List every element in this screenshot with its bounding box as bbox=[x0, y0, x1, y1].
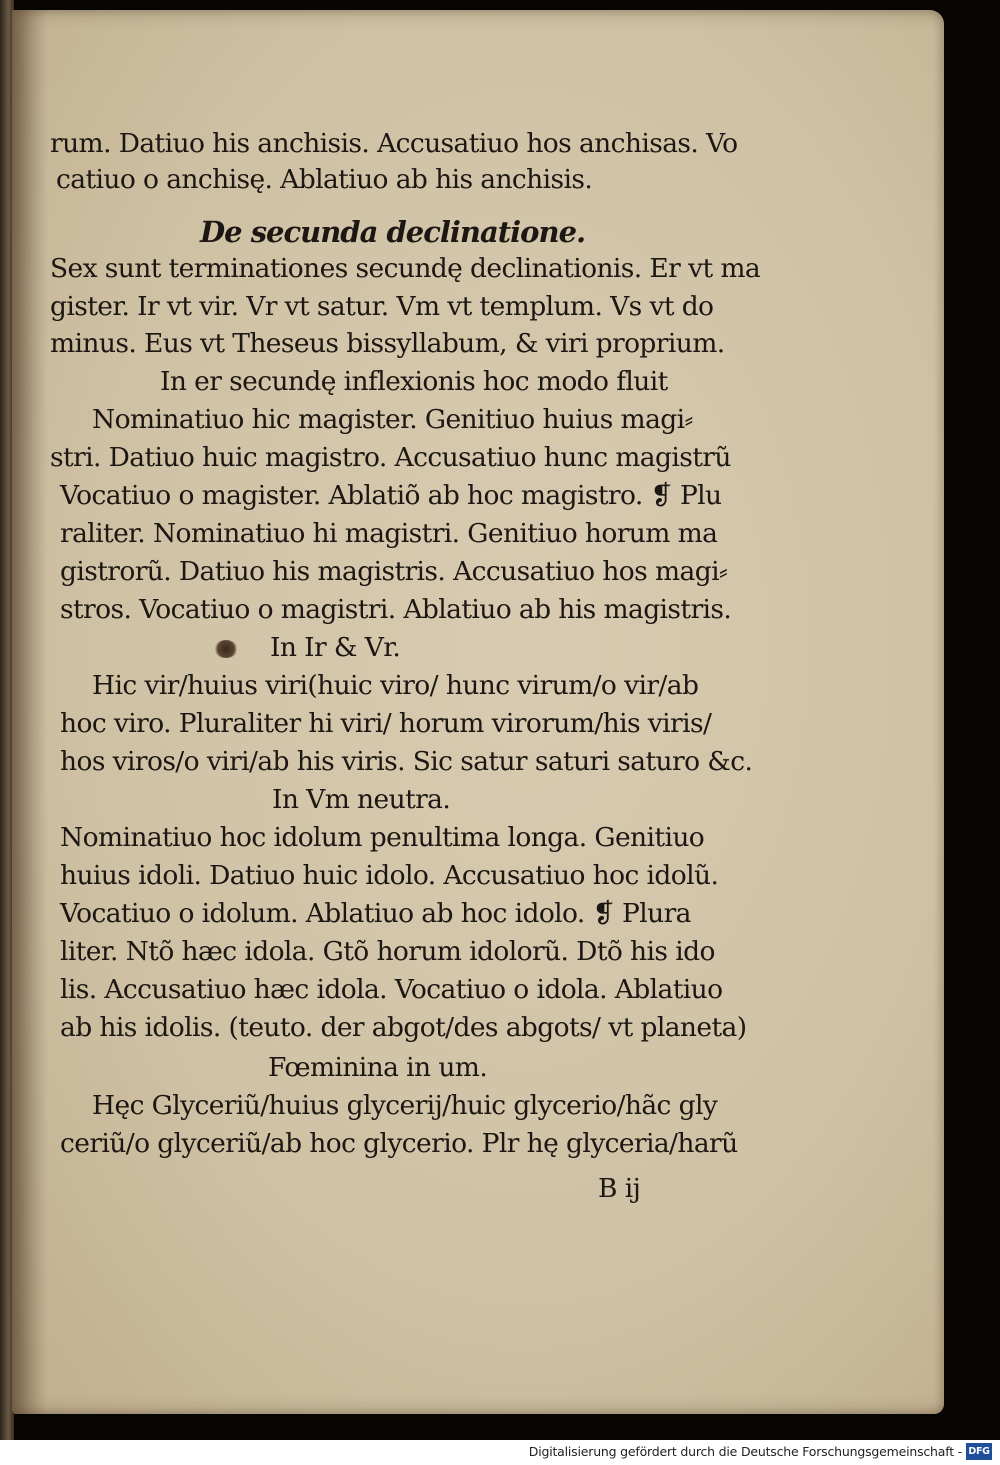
text-line-22: lis. Accusatiuo hæc idola. Vocatiuo o idola. Ablatiuo bbox=[60, 974, 723, 1005]
text-line-19: huius idoli. Datiuo huic idolo. Accusatiuo hoc idolũ. bbox=[60, 860, 719, 891]
text-line-25: Hęc Glyceriũ/huius glycerij/huic glycerio/hãc gly bbox=[92, 1090, 718, 1121]
subheading-er: In er secundę inflexionis hoc modo fluit bbox=[160, 366, 668, 397]
subheading-ir-vr: In Ir & Vr. bbox=[270, 632, 401, 663]
ink-blot bbox=[214, 640, 238, 658]
text-line-3: Sex sunt terminationes secundę declinationis. Er vt ma bbox=[50, 253, 761, 284]
text-line-4: gister. Ir vt vir. Vr vt satur. Vm vt templum. Vs vt do bbox=[50, 291, 714, 322]
text-line-8: stri. Datiuo huic magistro. Accusatiuo hunc magistrũ bbox=[50, 442, 731, 473]
text-line-14: Hic vir/huius viri(huic viro/ hunc virum/o vir/ab bbox=[92, 670, 699, 701]
signature-mark: B ij bbox=[598, 1173, 641, 1204]
gutter-shadow bbox=[12, 10, 48, 1414]
section-heading: De secunda declinatione. bbox=[200, 215, 586, 249]
text-line-5: minus. Eus vt Theseus bissyllabum, & viri proprium. bbox=[50, 328, 725, 359]
text-line-9: Vocatiuo o magister. Ablatiõ ab hoc magistro. ❡ Plu bbox=[60, 480, 722, 511]
text-line-1: rum. Datiuo his anchisis. Accusatiuo hos anchisas. Vo bbox=[50, 128, 738, 159]
dfg-logo-icon: DFG bbox=[966, 1443, 992, 1460]
text-line-16: hos viros/o viri/ab his viris. Sic satur saturi saturo &c. bbox=[60, 746, 753, 777]
text-line-26: ceriũ/o glyceriũ/ab hoc glycerio. Plr hę glyceria/harũ bbox=[60, 1128, 738, 1159]
text-line-12: stros. Vocatiuo o magistri. Ablatiuo ab his magistris. bbox=[60, 594, 732, 625]
text-line-21: liter. Ntõ hæc idola. Gtõ horum idolorũ. Dtõ his ido bbox=[60, 936, 715, 967]
text-line-7: Nominatiuo hic magister. Genitiuo huius magi⸗ bbox=[92, 404, 693, 435]
text-line-15: hoc viro. Pluraliter hi viri/ horum virorum/his viris/ bbox=[60, 708, 712, 739]
text-line-2: catiuo o anchisę. Ablatiuo ab his anchisis. bbox=[56, 164, 593, 195]
subheading-foeminina: Fœminina in um. bbox=[268, 1052, 488, 1083]
subheading-vm-neutra: In Vm neutra. bbox=[272, 784, 451, 815]
text-line-18: Nominatiuo hoc idolum penultima longa. Genitiuo bbox=[60, 822, 705, 853]
text-line-20: Vocatiuo o idolum. Ablatiuo ab hoc idolo. ❡ Plura bbox=[60, 898, 691, 929]
digitization-footer bbox=[0, 1440, 1000, 1465]
text-line-23: ab his idolis. (teuto. der abgot/des abgots/ vt planeta) bbox=[60, 1012, 747, 1043]
funding-statement: Digitalisierung gefördert durch die Deutsche Forschungsgemeinschaft - bbox=[528, 1444, 962, 1459]
text-line-11: gistrorũ. Datiuo his magistris. Accusatiuo hos magi⸗ bbox=[60, 556, 728, 587]
text-line-10: raliter. Nominatiuo hi magistri. Genitiuo horum ma bbox=[60, 518, 718, 549]
